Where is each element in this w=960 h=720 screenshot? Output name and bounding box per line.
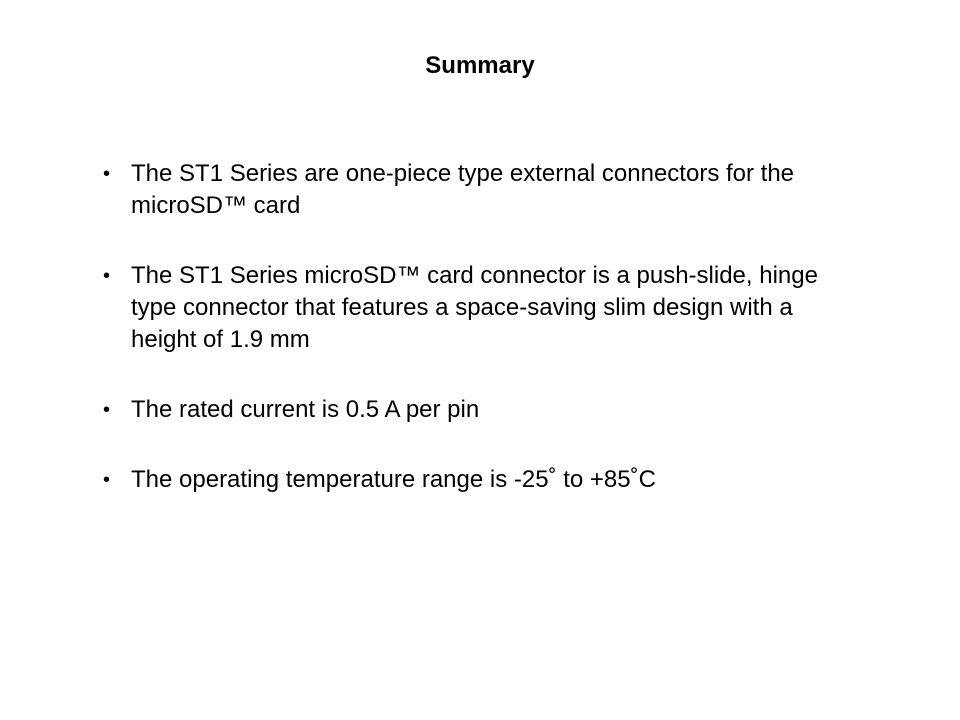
bullet-item	[102, 464, 842, 496]
bullet-item	[102, 394, 842, 426]
bullet-list	[102, 158, 842, 496]
bullet-marker: •	[103, 265, 111, 287]
bullet-item	[102, 260, 842, 356]
bullet-marker: •	[103, 469, 111, 491]
slide-title: Summary	[425, 52, 535, 79]
bullet-text: The rated current is 0.5 A per pin	[131, 396, 480, 423]
bullet-marker: •	[103, 163, 111, 185]
bullet-marker: •	[103, 399, 111, 421]
bullet-text: The ST1 Series microSD™ card connector is a push-slide, hinge type connector that features a space-saving slim design with a height of 1.9 mm	[131, 262, 818, 353]
bullet-item	[102, 158, 842, 222]
bullet-text: The ST1 Series are one-piece type external connectors for the microSD™ card	[131, 160, 795, 219]
bullet-text: The operating temperature range is -25˚ to +85˚C	[131, 466, 656, 493]
